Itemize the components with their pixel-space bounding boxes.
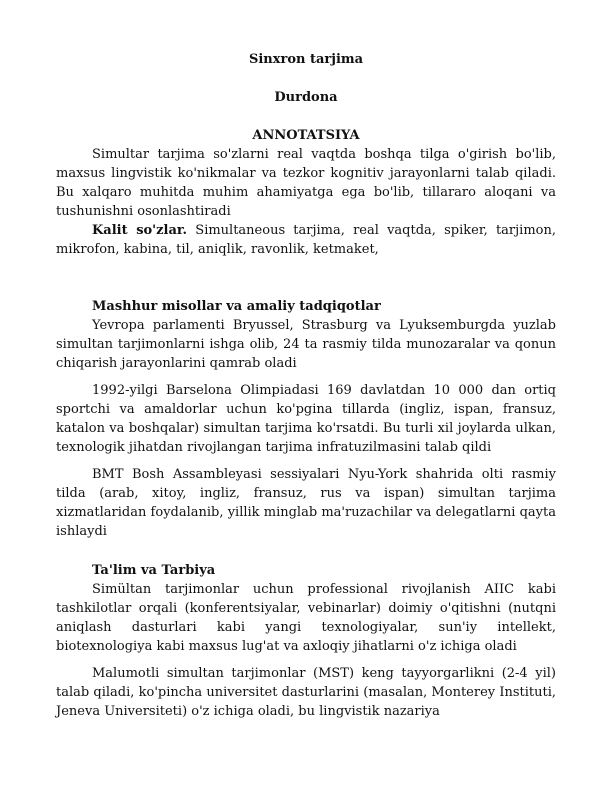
document-author: Durdona <box>274 90 338 105</box>
document-body <box>56 50 556 721</box>
section2-paragraph: Simültan tarjimonlar uchun professional rivojlanish AIIC kabi tashkilotlar orqali (konferentsiyalar, vebinarlar) doimiy o'qitishni (nutqni aniqlash dasturlari kabi yangi texnologiyalar, sun'iy intellekt, biotexnologiya kabi maxsus lug'at va axloqiy jihatlarni o'z ichiga oladi <box>56 582 556 654</box>
section1-paragraph: Yevropa parlamenti Bryussel, Strasburg va Lyuksemburgda yuzlab simultan tarjimonlarni ishga olib, 24 ta rasmiy tilda munozaralar va qonun chiqarish jarayonlarini qamrab oladi <box>56 318 556 371</box>
keywords-text: Simultaneous tarjima, real vaqtda, spiker, tarjimon, mikrofon, kabina, til, aniqlik, ravonlik, ketmaket, <box>56 223 556 257</box>
section1-paragraph: 1992-yilgi Barselona Olimpiadasi 169 davlatdan 10 000 dan ortiq sportchi va amaldorlar uchun ko'pgina tillarda (ingliz, ispan, fransuz, katalon va boshqalar) simultan tarjima ko'rsatdi. Bu turli xil joylarda ulkan, texnologik jihatdan rivojlangan tarjima infratuzilmasini talab qildi <box>56 383 556 455</box>
keywords-paragraph <box>56 221 556 259</box>
annotation-paragraph: Simultar tarjima so'zlarni real vaqtda boshqa tilga o'girish bo'lib, maxsus lingvistik ko'nikmalar va tezkor kognitiv jarayonlarni talab qiladi. Bu xalqaro muhitda muhim ahamiyatga ega bo'lib, tillararo aloqani va tushunishni osonlashtiradi <box>56 147 556 219</box>
keywords-label: Kalit so'zlar. <box>92 223 188 238</box>
document-title: Sinxron tarjima <box>248 52 364 67</box>
section-heading-examples: Mashhur misollar va amaliy tadqiqotlar <box>92 299 381 314</box>
section-heading-education: Ta'lim va Tarbiya <box>92 563 216 578</box>
section1-paragraph: BMT Bosh Assambleyasi sessiyalari Nyu-York shahrida olti rasmiy tilda (arab, xitoy, ingliz, fransuz, rus va ispan) simultan tarjima xizmatlaridan foydalanib, yillik minglab ma'ruzachilar va delegatlarni qayta ishlaydi <box>56 467 556 539</box>
annotation-heading: ANNOTATSIYA <box>252 128 360 143</box>
section2-paragraph: Malumotli simultan tarjimonlar (MST) keng tayyorgarlikni (2-4 yil) talab qiladi, ko'pincha universitet dasturlarini (masalan, Monterey Instituti, Jeneva Universiteti) o'z ichiga oladi, bu lingvistik nazariya <box>56 666 556 719</box>
